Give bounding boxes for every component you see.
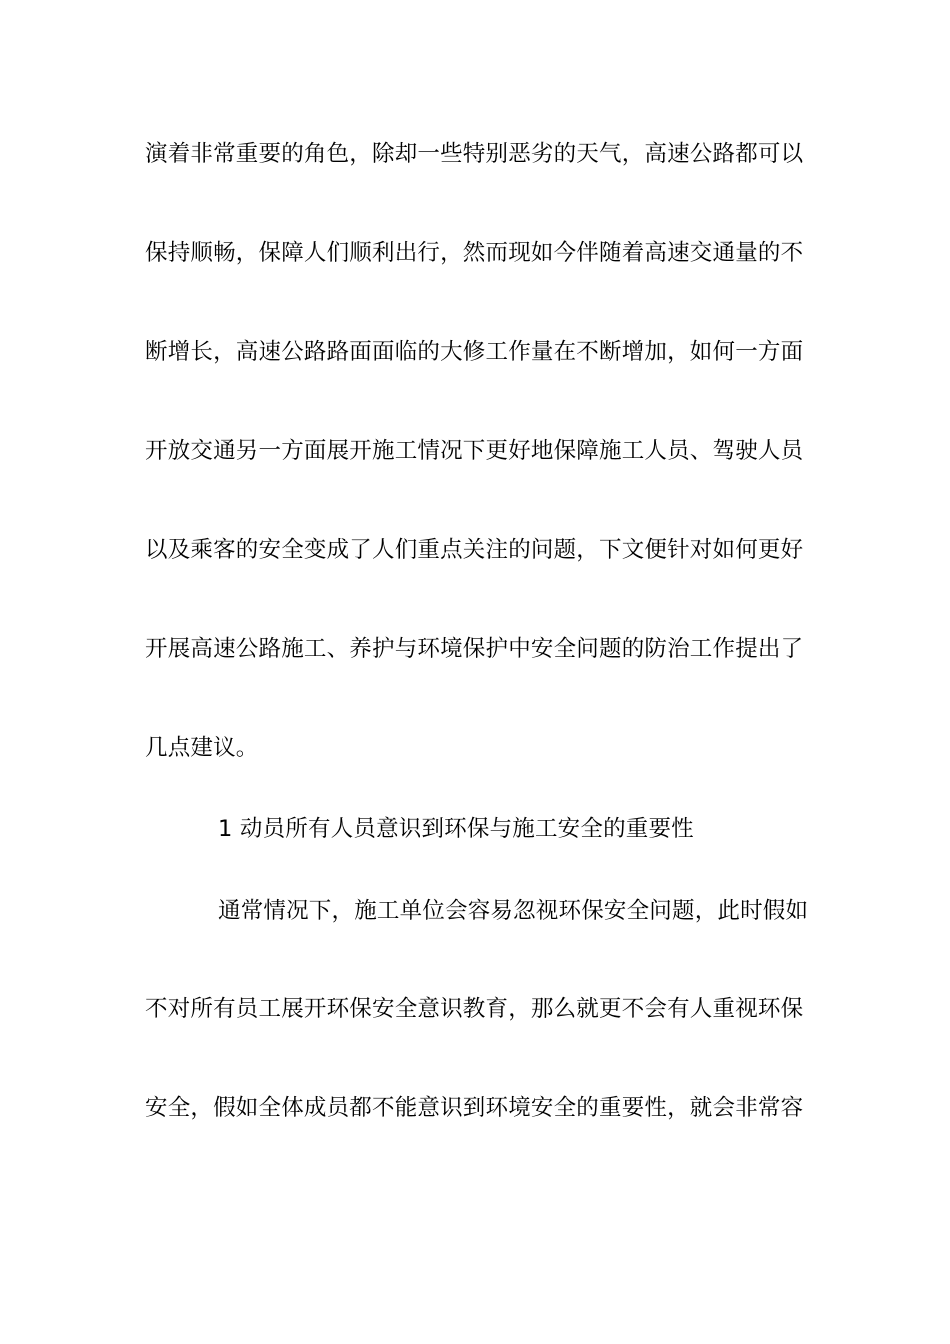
paragraph-line: 断增长，高速公路路面面临的大修工作量在不断增加，如何一方面 <box>145 339 804 365</box>
paragraph-line: 不对所有员工展开环保安全意识教育，那么就更不会有人重视环保 <box>145 996 804 1022</box>
paragraph-line: 开放交通另一方面展开施工情况下更好地保障施工人员、驾驶人员 <box>145 438 804 464</box>
section-heading: 1 动员所有人员意识到环保与施工安全的重要性 <box>218 816 694 842</box>
paragraph-line: 演着非常重要的角色，除却一些特别恶劣的天气，高速公路都可以 <box>145 141 804 167</box>
paragraph-line: 开展高速公路施工、养护与环境保护中安全问题的防治工作提出了 <box>145 636 804 662</box>
paragraph-line: 通常情况下，施工单位会容易忽视环保安全问题，此时假如 <box>218 898 809 924</box>
paragraph-line: 安全，假如全体成员都不能意识到环境安全的重要性，就会非常容 <box>145 1095 804 1121</box>
paragraph-line: 以及乘客的安全变成了人们重点关注的问题，下文便针对如何更好 <box>145 537 804 563</box>
paragraph-line: 几点建议。 <box>145 735 259 761</box>
paragraph-line: 保持顺畅，保障人们顺利出行，然而现如今伴随着高速交通量的不 <box>145 240 804 266</box>
